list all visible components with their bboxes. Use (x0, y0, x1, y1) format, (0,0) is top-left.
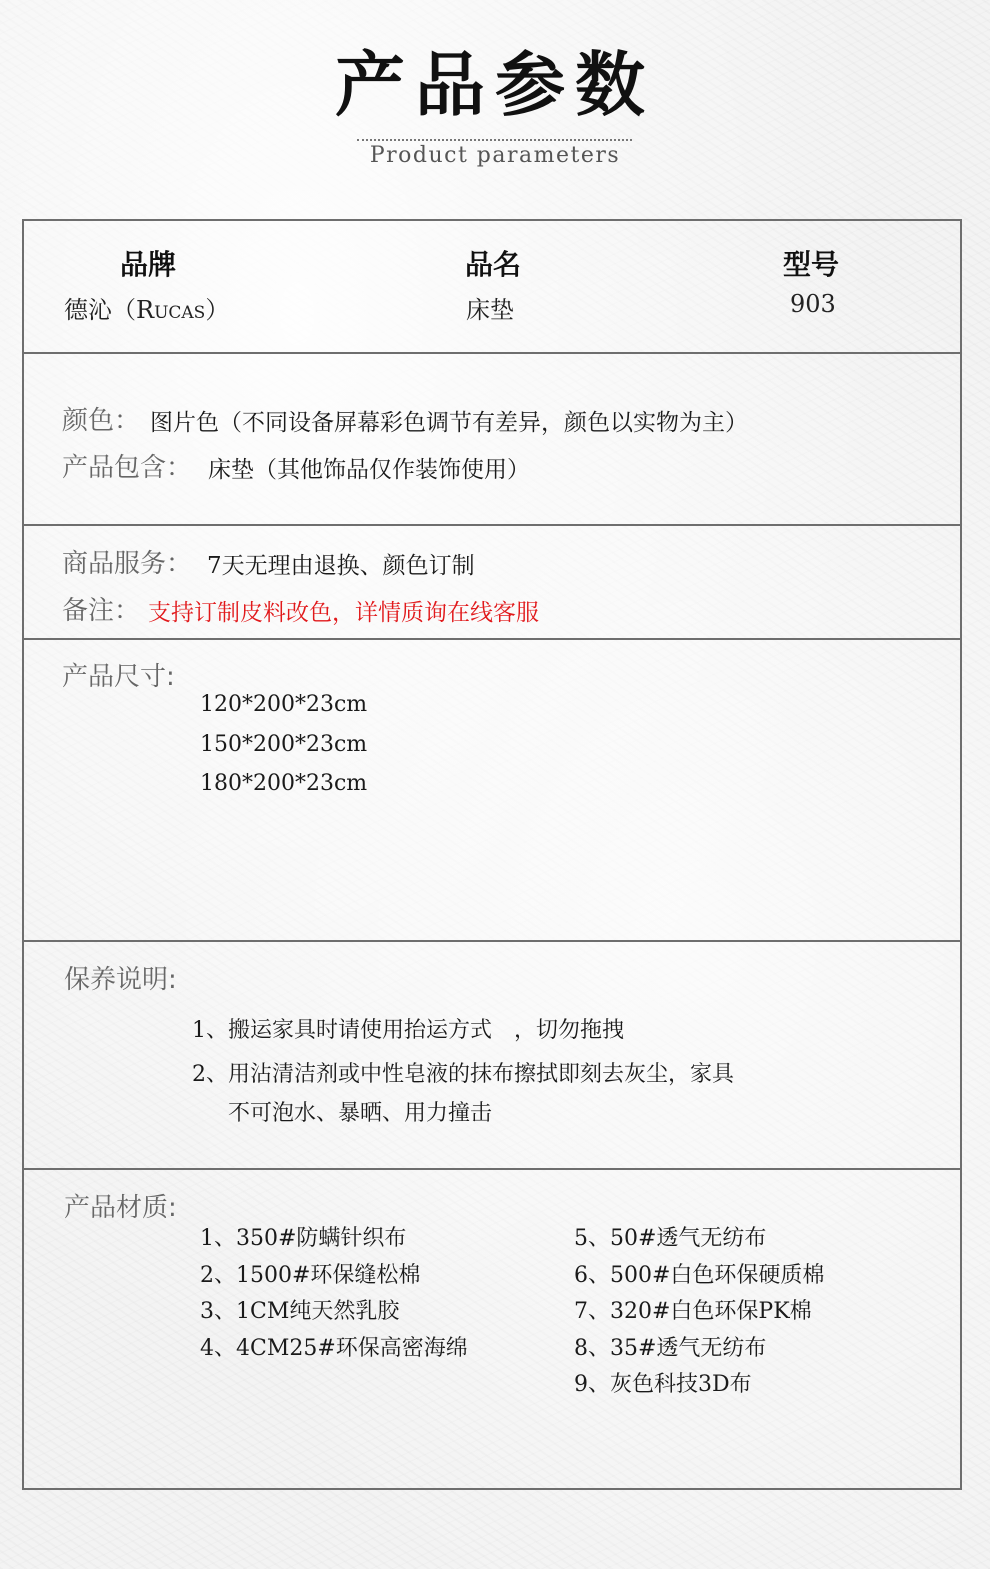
service-label: 商品服务： (62, 549, 193, 579)
care-item: 1、搬运家具时请使用抬运方式 ，切勿拖拽 (192, 1018, 624, 1043)
size-item: 120*200*23cm (200, 692, 368, 717)
page-title: 产品参数 (335, 44, 655, 126)
size-item: 180*200*23cm (200, 771, 368, 796)
model-label: 型号 (783, 248, 840, 281)
material-item: 3、1CM纯天然乳胶 (200, 1299, 400, 1324)
brand-label: 品牌 (120, 248, 177, 281)
model-value: 903 (790, 290, 836, 318)
service-value: 7天无理由退换、颜色订制 (207, 553, 475, 579)
contents-value: 床垫（其他饰品仅作装饰使用） (208, 457, 530, 483)
note-value: 支持订制皮料改色，详情质询在线客服 (148, 600, 539, 626)
material-item: 9、灰色科技3D布 (574, 1372, 752, 1397)
care-label: 保养说明: (64, 965, 177, 995)
product-name-value: 床垫 (466, 296, 514, 324)
size-item: 150*200*23cm (200, 732, 368, 757)
row-divider (22, 940, 962, 942)
contents-label: 产品包含： (62, 453, 193, 483)
material-item: 7、320#白色环保PK棉 (574, 1299, 812, 1324)
row-divider (22, 1168, 962, 1170)
note-label: 备注： (62, 596, 141, 626)
color-value: 图片色（不同设备屏幕彩色调节有差异，颜色以实物为主） (150, 410, 748, 436)
material-item: 8、35#透气无纺布 (574, 1336, 767, 1361)
material-item: 1、350#防螨针织布 (200, 1226, 407, 1251)
row-divider (22, 352, 962, 354)
brand-value: 德沁（Rucas） (64, 296, 230, 324)
material-item: 4、4CM25#环保高密海绵 (200, 1336, 468, 1361)
row-divider (22, 524, 962, 526)
care-item: 2、用沾清洁剂或中性皂液的抹布擦拭即刻去灰尘，家具 (192, 1062, 734, 1087)
care-item-continued: 不可泡水、暴晒、用力撞击 (228, 1101, 493, 1126)
title-divider (357, 139, 632, 141)
material-item: 6、500#白色环保硬质棉 (574, 1263, 825, 1288)
size-label: 产品尺寸: (62, 662, 175, 692)
material-item: 5、50#透气无纺布 (574, 1226, 767, 1251)
material-item: 2、1500#环保缝松棉 (200, 1263, 421, 1288)
product-name-label: 品名 (465, 248, 522, 281)
material-label: 产品材质: (64, 1193, 177, 1223)
color-label: 颜色： (62, 406, 141, 436)
row-divider (22, 638, 962, 640)
page-subtitle: Product parameters (369, 143, 621, 168)
